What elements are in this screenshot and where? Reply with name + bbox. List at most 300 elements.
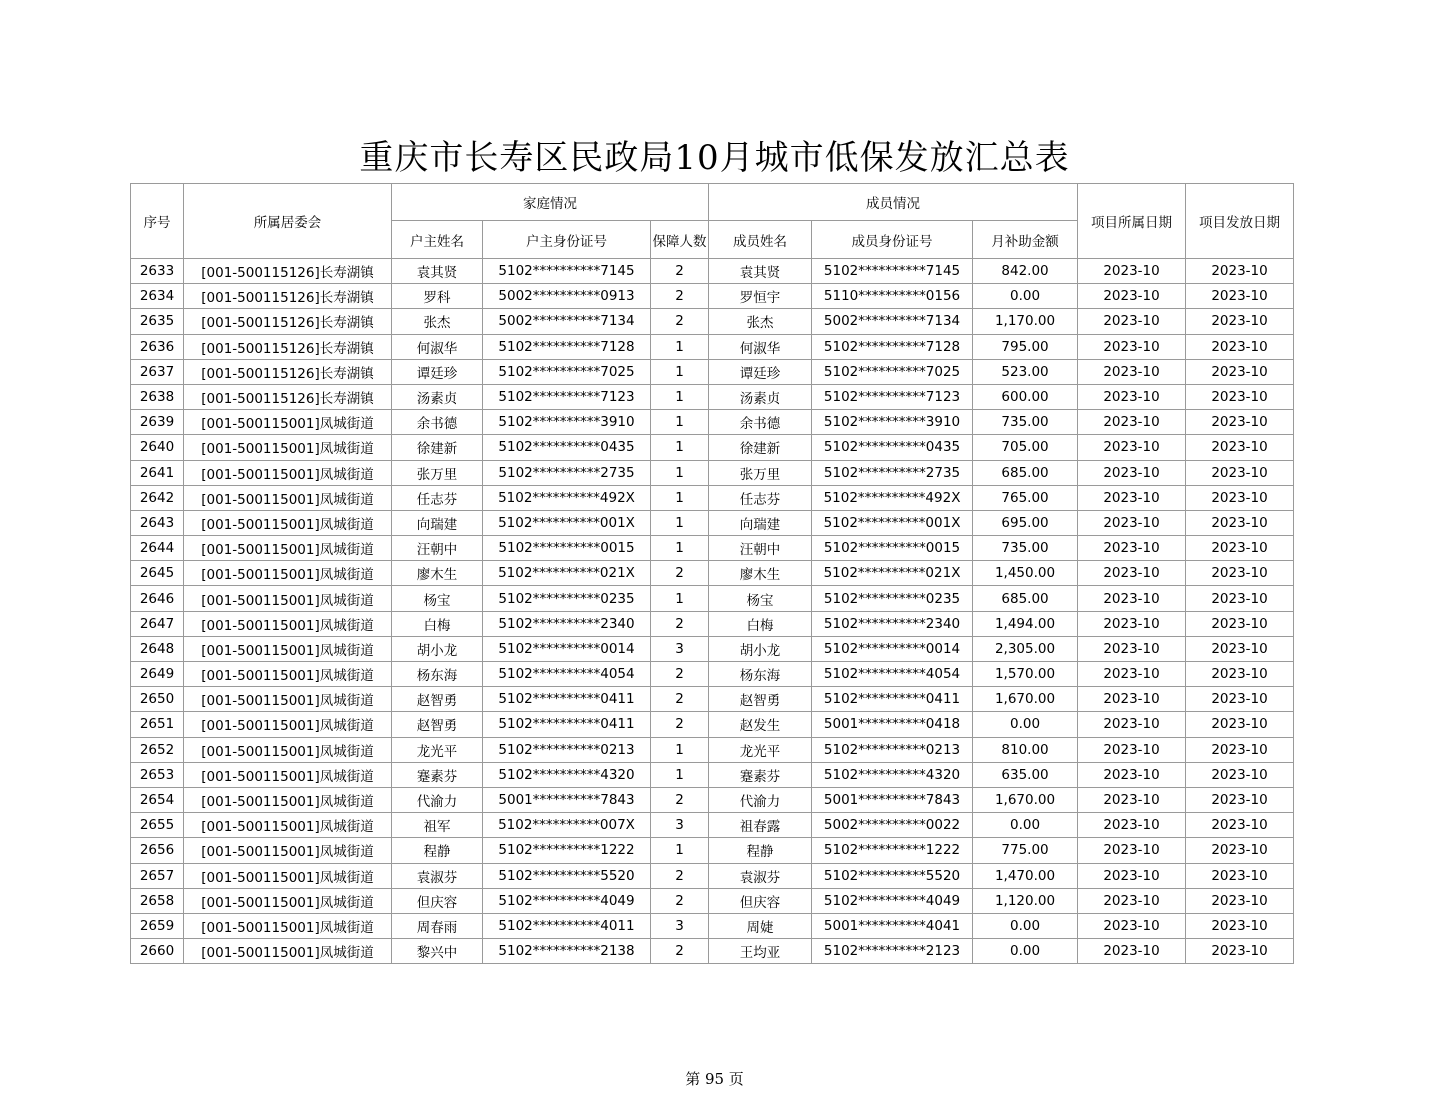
member-id-cell: 5102**********0235 <box>812 586 973 611</box>
member-id-cell: 5102**********5520 <box>812 863 973 888</box>
member-name-cell: 胡小龙 <box>709 636 812 661</box>
amount-cell: 795.00 <box>973 334 1078 359</box>
project-date-cell: 2023-10 <box>1078 838 1186 863</box>
member-name-cell: 汪朝中 <box>709 536 812 561</box>
head-id-cell: 5002**********0913 <box>483 284 651 309</box>
head-id-cell: 5102**********7025 <box>483 359 651 384</box>
member-id-cell: 5001**********7843 <box>812 787 973 812</box>
head-id-cell: 5102**********3910 <box>483 410 651 435</box>
amount-cell: 0.00 <box>973 813 1078 838</box>
amount-cell: 1,494.00 <box>973 611 1078 636</box>
project-date-cell: 2023-10 <box>1078 561 1186 586</box>
committee-cell: [001-500115126]长寿湖镇 <box>184 259 392 284</box>
header-seq: 序号 <box>131 184 184 259</box>
head-name-cell: 汪朝中 <box>392 536 483 561</box>
member-id-cell: 5102**********7025 <box>812 359 973 384</box>
payout-date-cell: 2023-10 <box>1186 813 1294 838</box>
head-id-cell: 5102**********2735 <box>483 460 651 485</box>
amount-cell: 523.00 <box>973 359 1078 384</box>
committee-cell: [001-500115126]长寿湖镇 <box>184 384 392 409</box>
covered-cell: 1 <box>651 762 709 787</box>
table-row <box>131 334 1294 359</box>
member-id-cell: 5002**********7134 <box>812 309 973 334</box>
payout-date-cell: 2023-10 <box>1186 485 1294 510</box>
amount-cell: 735.00 <box>973 410 1078 435</box>
page-number: 第 95 页 <box>685 1070 744 1088</box>
payout-date-cell: 2023-10 <box>1186 888 1294 913</box>
table-row <box>131 888 1294 913</box>
head-name-cell: 祖军 <box>392 813 483 838</box>
head-id-cell: 5102**********7145 <box>483 259 651 284</box>
seq-cell: 2658 <box>131 888 184 913</box>
covered-cell: 2 <box>651 687 709 712</box>
committee-cell: [001-500115001]凤城街道 <box>184 410 392 435</box>
member-id-cell: 5001**********4041 <box>812 913 973 938</box>
head-id-cell: 5002**********7134 <box>483 309 651 334</box>
subsidy-table <box>130 183 1294 964</box>
covered-cell: 1 <box>651 435 709 460</box>
covered-cell: 3 <box>651 913 709 938</box>
member-id-cell: 5102**********1222 <box>812 838 973 863</box>
committee-cell: [001-500115001]凤城街道 <box>184 460 392 485</box>
project-date-cell: 2023-10 <box>1078 662 1186 687</box>
amount-cell: 1,120.00 <box>973 888 1078 913</box>
payout-date-cell: 2023-10 <box>1186 284 1294 309</box>
member-name-cell: 白梅 <box>709 611 812 636</box>
payout-date-cell: 2023-10 <box>1186 939 1294 964</box>
head-id-cell: 5102**********0015 <box>483 536 651 561</box>
member-id-cell: 5102**********7145 <box>812 259 973 284</box>
covered-cell: 2 <box>651 939 709 964</box>
head-name-cell: 汤素贞 <box>392 384 483 409</box>
head-name-cell: 任志芬 <box>392 485 483 510</box>
project-date-cell: 2023-10 <box>1078 737 1186 762</box>
payout-date-cell: 2023-10 <box>1186 737 1294 762</box>
committee-cell: [001-500115001]凤城街道 <box>184 561 392 586</box>
member-name-cell: 程静 <box>709 838 812 863</box>
payout-date-cell: 2023-10 <box>1186 536 1294 561</box>
committee-cell: [001-500115126]长寿湖镇 <box>184 359 392 384</box>
member-id-cell: 5102**********7123 <box>812 384 973 409</box>
head-id-cell: 5102**********001X <box>483 510 651 535</box>
table-row <box>131 687 1294 712</box>
member-name-cell: 任志芬 <box>709 485 812 510</box>
project-date-cell: 2023-10 <box>1078 359 1186 384</box>
covered-cell: 1 <box>651 384 709 409</box>
member-name-cell: 杨东海 <box>709 662 812 687</box>
table-body <box>131 259 1294 964</box>
committee-cell: [001-500115001]凤城街道 <box>184 939 392 964</box>
head-id-cell: 5102**********492X <box>483 485 651 510</box>
head-id-cell: 5102**********021X <box>483 561 651 586</box>
amount-cell: 695.00 <box>973 510 1078 535</box>
member-id-cell: 5102**********0213 <box>812 737 973 762</box>
head-name-cell: 杨东海 <box>392 662 483 687</box>
table-row <box>131 762 1294 787</box>
seq-cell: 2642 <box>131 485 184 510</box>
committee-cell: [001-500115001]凤城街道 <box>184 536 392 561</box>
member-name-cell: 何淑华 <box>709 334 812 359</box>
head-id-cell: 5001**********7843 <box>483 787 651 812</box>
table-row <box>131 485 1294 510</box>
head-id-cell: 5102**********7123 <box>483 384 651 409</box>
member-name-cell: 王均亚 <box>709 939 812 964</box>
covered-cell: 1 <box>651 586 709 611</box>
table-row <box>131 913 1294 938</box>
amount-cell: 842.00 <box>973 259 1078 284</box>
committee-cell: [001-500115001]凤城街道 <box>184 510 392 535</box>
head-id-cell: 5102**********5520 <box>483 863 651 888</box>
head-id-cell: 5102**********4011 <box>483 913 651 938</box>
seq-cell: 2653 <box>131 762 184 787</box>
head-name-cell: 张万里 <box>392 460 483 485</box>
member-name-cell: 廖木生 <box>709 561 812 586</box>
head-id-cell: 5102**********0411 <box>483 712 651 737</box>
seq-cell: 2644 <box>131 536 184 561</box>
payout-date-cell: 2023-10 <box>1186 662 1294 687</box>
project-date-cell: 2023-10 <box>1078 611 1186 636</box>
head-id-cell: 5102**********1222 <box>483 838 651 863</box>
member-name-cell: 代渝力 <box>709 787 812 812</box>
payout-date-cell: 2023-10 <box>1186 762 1294 787</box>
amount-cell: 1,470.00 <box>973 863 1078 888</box>
header-head-name: 户主姓名 <box>392 221 483 259</box>
member-name-cell: 杨宝 <box>709 586 812 611</box>
head-name-cell: 罗科 <box>392 284 483 309</box>
head-name-cell: 龙光平 <box>392 737 483 762</box>
member-id-cell: 5102**********492X <box>812 485 973 510</box>
covered-cell: 2 <box>651 787 709 812</box>
amount-cell: 0.00 <box>973 939 1078 964</box>
head-name-cell: 向瑞建 <box>392 510 483 535</box>
head-name-cell: 袁其贤 <box>392 259 483 284</box>
committee-cell: [001-500115001]凤城街道 <box>184 813 392 838</box>
table-row <box>131 284 1294 309</box>
head-name-cell: 白梅 <box>392 611 483 636</box>
covered-cell: 2 <box>651 309 709 334</box>
member-id-cell: 5102**********2123 <box>812 939 973 964</box>
table-row <box>131 636 1294 661</box>
table-row <box>131 611 1294 636</box>
seq-cell: 2638 <box>131 384 184 409</box>
covered-cell: 2 <box>651 611 709 636</box>
member-id-cell: 5001**********0418 <box>812 712 973 737</box>
covered-cell: 1 <box>651 838 709 863</box>
member-name-cell: 袁其贤 <box>709 259 812 284</box>
head-name-cell: 程静 <box>392 838 483 863</box>
payout-date-cell: 2023-10 <box>1186 359 1294 384</box>
amount-cell: 810.00 <box>973 737 1078 762</box>
project-date-cell: 2023-10 <box>1078 510 1186 535</box>
project-date-cell: 2023-10 <box>1078 913 1186 938</box>
amount-cell: 765.00 <box>973 485 1078 510</box>
member-name-cell: 周婕 <box>709 913 812 938</box>
head-id-cell: 5102**********2138 <box>483 939 651 964</box>
project-date-cell: 2023-10 <box>1078 536 1186 561</box>
header-member-id: 成员身份证号 <box>812 221 973 259</box>
committee-cell: [001-500115001]凤城街道 <box>184 737 392 762</box>
table-row <box>131 838 1294 863</box>
member-name-cell: 蹇素芬 <box>709 762 812 787</box>
amount-cell: 705.00 <box>973 435 1078 460</box>
member-name-cell: 向瑞建 <box>709 510 812 535</box>
table-row <box>131 309 1294 334</box>
covered-cell: 2 <box>651 259 709 284</box>
payout-date-cell: 2023-10 <box>1186 863 1294 888</box>
project-date-cell: 2023-10 <box>1078 712 1186 737</box>
member-name-cell: 汤素贞 <box>709 384 812 409</box>
committee-cell: [001-500115001]凤城街道 <box>184 586 392 611</box>
table-row <box>131 510 1294 535</box>
head-name-cell: 廖木生 <box>392 561 483 586</box>
header-member-name: 成员姓名 <box>709 221 812 259</box>
payout-date-cell: 2023-10 <box>1186 334 1294 359</box>
head-id-cell: 5102**********0235 <box>483 586 651 611</box>
member-id-cell: 5102**********4049 <box>812 888 973 913</box>
covered-cell: 1 <box>651 536 709 561</box>
table-row <box>131 410 1294 435</box>
covered-cell: 2 <box>651 662 709 687</box>
payout-date-cell: 2023-10 <box>1186 410 1294 435</box>
committee-cell: [001-500115001]凤城街道 <box>184 636 392 661</box>
head-name-cell: 袁淑芬 <box>392 863 483 888</box>
payout-date-cell: 2023-10 <box>1186 913 1294 938</box>
seq-cell: 2634 <box>131 284 184 309</box>
seq-cell: 2647 <box>131 611 184 636</box>
table-row <box>131 586 1294 611</box>
payout-date-cell: 2023-10 <box>1186 561 1294 586</box>
header-head-id: 户主身份证号 <box>483 221 651 259</box>
member-name-cell: 赵发生 <box>709 712 812 737</box>
head-name-cell: 徐建新 <box>392 435 483 460</box>
seq-cell: 2655 <box>131 813 184 838</box>
head-name-cell: 黎兴中 <box>392 939 483 964</box>
seq-cell: 2645 <box>131 561 184 586</box>
member-name-cell: 余书德 <box>709 410 812 435</box>
table-row <box>131 712 1294 737</box>
table-row <box>131 384 1294 409</box>
member-id-cell: 5102**********001X <box>812 510 973 535</box>
member-name-cell: 张万里 <box>709 460 812 485</box>
project-date-cell: 2023-10 <box>1078 334 1186 359</box>
project-date-cell: 2023-10 <box>1078 384 1186 409</box>
committee-cell: [001-500115001]凤城街道 <box>184 787 392 812</box>
seq-cell: 2643 <box>131 510 184 535</box>
head-name-cell: 但庆容 <box>392 888 483 913</box>
head-id-cell: 5102**********0411 <box>483 687 651 712</box>
payout-date-cell: 2023-10 <box>1186 309 1294 334</box>
committee-cell: [001-500115001]凤城街道 <box>184 687 392 712</box>
amount-cell: 685.00 <box>973 586 1078 611</box>
payout-date-cell: 2023-10 <box>1186 259 1294 284</box>
table-row <box>131 662 1294 687</box>
seq-cell: 2651 <box>131 712 184 737</box>
member-id-cell: 5102**********2735 <box>812 460 973 485</box>
project-date-cell: 2023-10 <box>1078 485 1186 510</box>
head-name-cell: 代渝力 <box>392 787 483 812</box>
seq-cell: 2646 <box>131 586 184 611</box>
project-date-cell: 2023-10 <box>1078 586 1186 611</box>
project-date-cell: 2023-10 <box>1078 863 1186 888</box>
header-project-date: 项目所属日期 <box>1078 184 1186 259</box>
head-name-cell: 周春雨 <box>392 913 483 938</box>
covered-cell: 2 <box>651 712 709 737</box>
covered-cell: 2 <box>651 284 709 309</box>
amount-cell: 2,305.00 <box>973 636 1078 661</box>
member-id-cell: 5102**********2340 <box>812 611 973 636</box>
member-id-cell: 5102**********021X <box>812 561 973 586</box>
project-date-cell: 2023-10 <box>1078 309 1186 334</box>
table-header <box>131 184 1294 259</box>
header-family-group: 家庭情况 <box>392 184 709 221</box>
amount-cell: 635.00 <box>973 762 1078 787</box>
payout-date-cell: 2023-10 <box>1186 838 1294 863</box>
covered-cell: 3 <box>651 636 709 661</box>
payout-date-cell: 2023-10 <box>1186 384 1294 409</box>
member-id-cell: 5102**********7128 <box>812 334 973 359</box>
amount-cell: 735.00 <box>973 536 1078 561</box>
member-name-cell: 赵智勇 <box>709 687 812 712</box>
covered-cell: 1 <box>651 510 709 535</box>
member-id-cell: 5002**********0022 <box>812 813 973 838</box>
member-name-cell: 但庆容 <box>709 888 812 913</box>
header-member-group: 成员情况 <box>709 184 1078 221</box>
head-id-cell: 5102**********2340 <box>483 611 651 636</box>
head-id-cell: 5102**********4049 <box>483 888 651 913</box>
head-name-cell: 赵智勇 <box>392 687 483 712</box>
committee-cell: [001-500115001]凤城街道 <box>184 435 392 460</box>
head-id-cell: 5102**********007X <box>483 813 651 838</box>
covered-cell: 2 <box>651 888 709 913</box>
seq-cell: 2659 <box>131 913 184 938</box>
seq-cell: 2633 <box>131 259 184 284</box>
project-date-cell: 2023-10 <box>1078 636 1186 661</box>
head-id-cell: 5102**********0435 <box>483 435 651 460</box>
table-row <box>131 787 1294 812</box>
payout-date-cell: 2023-10 <box>1186 460 1294 485</box>
committee-cell: [001-500115001]凤城街道 <box>184 611 392 636</box>
amount-cell: 0.00 <box>973 913 1078 938</box>
amount-cell: 0.00 <box>973 712 1078 737</box>
member-id-cell: 5102**********3910 <box>812 410 973 435</box>
project-date-cell: 2023-10 <box>1078 259 1186 284</box>
amount-cell: 1,670.00 <box>973 787 1078 812</box>
seq-cell: 2660 <box>131 939 184 964</box>
member-name-cell: 罗恒宇 <box>709 284 812 309</box>
covered-cell: 2 <box>651 561 709 586</box>
amount-cell: 775.00 <box>973 838 1078 863</box>
table-row <box>131 939 1294 964</box>
seq-cell: 2641 <box>131 460 184 485</box>
head-name-cell: 赵智勇 <box>392 712 483 737</box>
seq-cell: 2657 <box>131 863 184 888</box>
head-id-cell: 5102**********7128 <box>483 334 651 359</box>
head-name-cell: 张杰 <box>392 309 483 334</box>
head-id-cell: 5102**********4054 <box>483 662 651 687</box>
member-name-cell: 袁淑芬 <box>709 863 812 888</box>
member-id-cell: 5102**********4054 <box>812 662 973 687</box>
amount-cell: 1,570.00 <box>973 662 1078 687</box>
head-name-cell: 胡小龙 <box>392 636 483 661</box>
amount-cell: 600.00 <box>973 384 1078 409</box>
project-date-cell: 2023-10 <box>1078 410 1186 435</box>
head-name-cell: 何淑华 <box>392 334 483 359</box>
amount-cell: 1,670.00 <box>973 687 1078 712</box>
covered-cell: 1 <box>651 737 709 762</box>
covered-cell: 1 <box>651 359 709 384</box>
head-name-cell: 蹇素芬 <box>392 762 483 787</box>
head-id-cell: 5102**********0213 <box>483 737 651 762</box>
member-id-cell: 5110**********0156 <box>812 284 973 309</box>
seq-cell: 2654 <box>131 787 184 812</box>
project-date-cell: 2023-10 <box>1078 787 1186 812</box>
member-id-cell: 5102**********0411 <box>812 687 973 712</box>
payout-date-cell: 2023-10 <box>1186 636 1294 661</box>
project-date-cell: 2023-10 <box>1078 888 1186 913</box>
head-id-cell: 5102**********4320 <box>483 762 651 787</box>
seq-cell: 2636 <box>131 334 184 359</box>
seq-cell: 2637 <box>131 359 184 384</box>
table-row <box>131 359 1294 384</box>
covered-cell: 1 <box>651 485 709 510</box>
project-date-cell: 2023-10 <box>1078 687 1186 712</box>
committee-cell: [001-500115001]凤城街道 <box>184 712 392 737</box>
committee-cell: [001-500115126]长寿湖镇 <box>184 309 392 334</box>
page-title: 重庆市长寿区民政局10月城市低保发放汇总表 <box>359 138 1070 178</box>
payout-date-cell: 2023-10 <box>1186 435 1294 460</box>
committee-cell: [001-500115126]长寿湖镇 <box>184 284 392 309</box>
project-date-cell: 2023-10 <box>1078 284 1186 309</box>
covered-cell: 3 <box>651 813 709 838</box>
payout-date-cell: 2023-10 <box>1186 787 1294 812</box>
member-id-cell: 5102**********0015 <box>812 536 973 561</box>
covered-cell: 1 <box>651 334 709 359</box>
header-committee: 所属居委会 <box>184 184 392 259</box>
project-date-cell: 2023-10 <box>1078 813 1186 838</box>
member-name-cell: 徐建新 <box>709 435 812 460</box>
committee-cell: [001-500115001]凤城街道 <box>184 838 392 863</box>
project-date-cell: 2023-10 <box>1078 939 1186 964</box>
payout-date-cell: 2023-10 <box>1186 687 1294 712</box>
head-name-cell: 余书德 <box>392 410 483 435</box>
member-id-cell: 5102**********0435 <box>812 435 973 460</box>
committee-cell: [001-500115001]凤城街道 <box>184 485 392 510</box>
head-id-cell: 5102**********0014 <box>483 636 651 661</box>
table-row <box>131 460 1294 485</box>
seq-cell: 2648 <box>131 636 184 661</box>
amount-cell: 1,450.00 <box>973 561 1078 586</box>
seq-cell: 2649 <box>131 662 184 687</box>
covered-cell: 1 <box>651 410 709 435</box>
project-date-cell: 2023-10 <box>1078 762 1186 787</box>
header-covered: 保障人数 <box>651 221 709 259</box>
table-row <box>131 435 1294 460</box>
header-payout-date: 项目发放日期 <box>1186 184 1294 259</box>
member-name-cell: 张杰 <box>709 309 812 334</box>
committee-cell: [001-500115001]凤城街道 <box>184 863 392 888</box>
seq-cell: 2650 <box>131 687 184 712</box>
amount-cell: 0.00 <box>973 284 1078 309</box>
seq-cell: 2639 <box>131 410 184 435</box>
member-id-cell: 5102**********4320 <box>812 762 973 787</box>
table-row <box>131 863 1294 888</box>
project-date-cell: 2023-10 <box>1078 460 1186 485</box>
table-row <box>131 737 1294 762</box>
table-row <box>131 561 1294 586</box>
table-row <box>131 813 1294 838</box>
header-amount: 月补助金额 <box>973 221 1078 259</box>
payout-date-cell: 2023-10 <box>1186 712 1294 737</box>
